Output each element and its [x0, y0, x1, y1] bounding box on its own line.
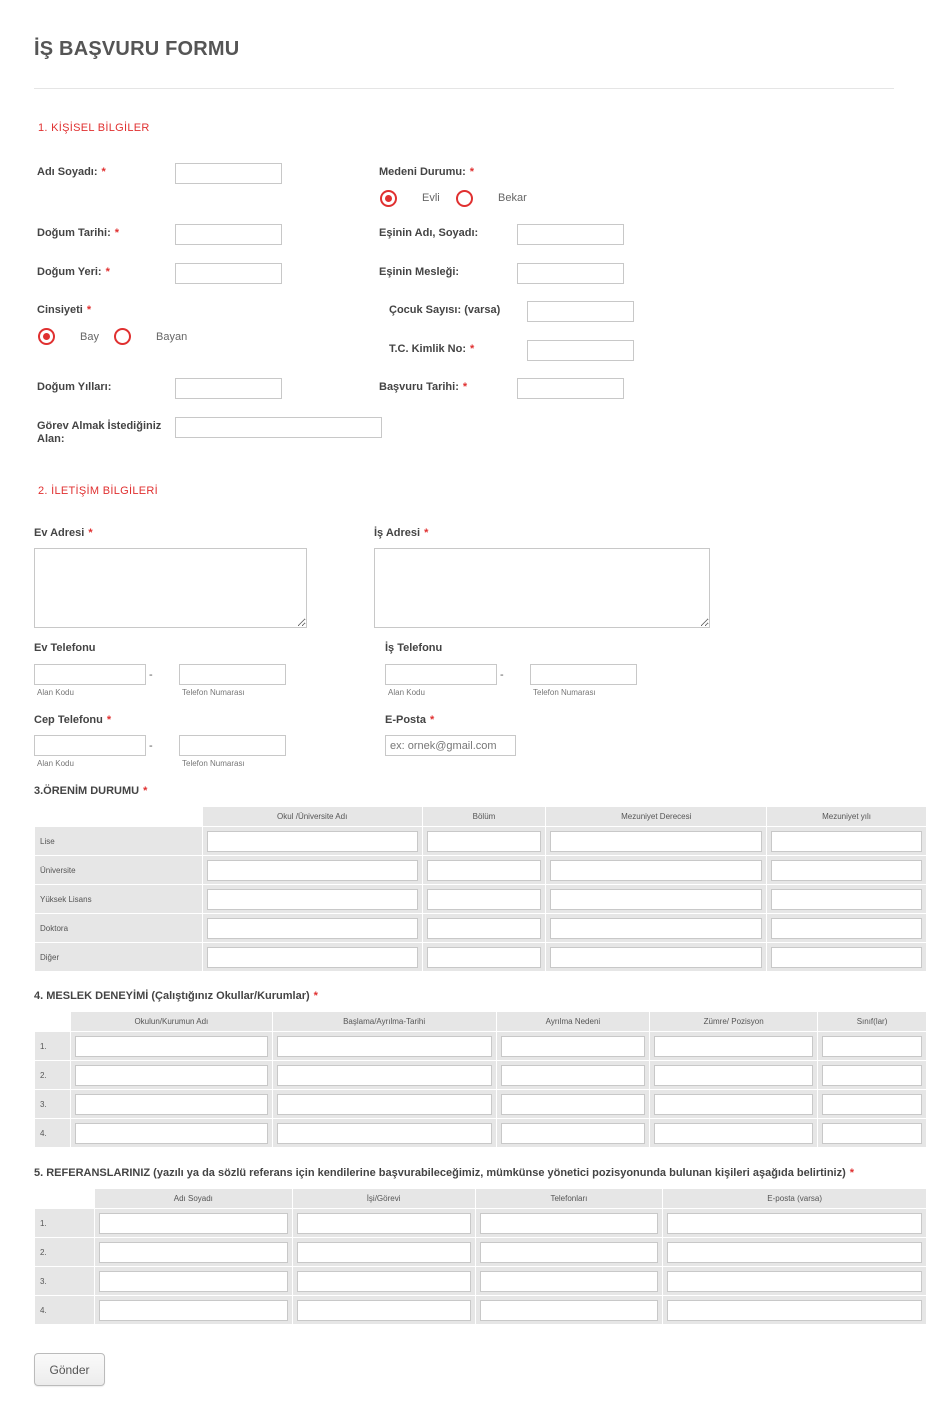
table-row [35, 1061, 927, 1090]
mobile-phone-dash: - [149, 740, 153, 752]
table-row [35, 885, 927, 914]
references-cell-input[interactable] [99, 1300, 288, 1321]
education-cell-input[interactable] [550, 918, 762, 939]
experience-corner [35, 1012, 71, 1032]
experience-cell-input[interactable] [822, 1036, 922, 1057]
references-table [34, 1188, 927, 1325]
education-cell-input[interactable] [771, 831, 922, 852]
education-cell-input[interactable] [771, 947, 922, 968]
birth-date-input[interactable] [175, 224, 282, 245]
gender-bay-label: Bay [80, 331, 99, 343]
references-col-email: E-posta (varsa) [663, 1189, 927, 1209]
experience-col-position: Zümre/ Pozisyon [650, 1012, 818, 1032]
experience-cell-input[interactable] [501, 1036, 646, 1057]
references-cell-input[interactable] [667, 1300, 922, 1321]
radio-selected-dot [43, 333, 50, 340]
references-cell-input[interactable] [480, 1300, 659, 1321]
mobile-phone-area-input[interactable] [34, 735, 146, 756]
experience-row-label: 4. [35, 1119, 71, 1148]
education-row-label: Üniversite [35, 856, 203, 885]
education-cell-input[interactable] [771, 860, 922, 881]
education-row-label: Diğer [35, 943, 203, 972]
home-phone-number-sublabel: Telefon Numarası [182, 688, 245, 697]
name-label: Adı Soyadı: * [37, 166, 106, 178]
application-date-label: Başvuru Tarihi: * [379, 381, 468, 393]
section-personal-title: 1. KİŞİSEL BİLGİLER [38, 122, 150, 134]
birth-years-label: Doğum Yılları: [37, 381, 112, 393]
education-cell-input[interactable] [427, 860, 542, 881]
section-contact-title: 2. İLETİŞİM BİLGİLERİ [38, 485, 159, 497]
table-row [35, 1090, 927, 1119]
work-address-textarea[interactable] [374, 548, 710, 628]
education-title: 3.ÖRENİM DURUMU * [34, 785, 148, 797]
education-cell-input[interactable] [771, 889, 922, 910]
references-cell-input[interactable] [667, 1242, 922, 1263]
references-cell-input[interactable] [667, 1271, 922, 1292]
mobile-phone-label: Cep Telefonu * [34, 714, 112, 726]
experience-cell-input[interactable] [654, 1094, 813, 1115]
education-row-label: Yüksek Lisans [35, 885, 203, 914]
experience-col-dates: Başlama/Ayrılma-Tarihi [272, 1012, 496, 1032]
references-cell-input[interactable] [99, 1271, 288, 1292]
experience-cell-input[interactable] [654, 1123, 813, 1144]
experience-cell-input[interactable] [822, 1094, 922, 1115]
home-address-textarea[interactable] [34, 548, 307, 628]
experience-cell-input[interactable] [277, 1036, 492, 1057]
education-cell-input[interactable] [207, 889, 418, 910]
experience-cell-input[interactable] [654, 1065, 813, 1086]
home-phone-dash: - [149, 669, 153, 681]
education-cell-input[interactable] [427, 831, 542, 852]
references-cell-input[interactable] [297, 1300, 471, 1321]
marital-bekar-label: Bekar [498, 192, 527, 204]
work-phone-number-sublabel: Telefon Numarası [533, 688, 596, 697]
radio-selected-dot [385, 195, 392, 202]
table-row [35, 1296, 927, 1325]
title-divider [34, 88, 894, 89]
experience-row-label: 3. [35, 1090, 71, 1119]
references-cell-input[interactable] [480, 1271, 659, 1292]
references-col-job: İşi/Görevi [292, 1189, 475, 1209]
mobile-phone-number-sublabel: Telefon Numarası [182, 759, 245, 768]
experience-col-classes: Sınıf(lar) [818, 1012, 927, 1032]
education-col-degree: Mezuniyet Derecesi [546, 807, 767, 827]
references-cell-input[interactable] [480, 1213, 659, 1234]
experience-col-reason: Ayrılma Nedeni [496, 1012, 650, 1032]
position-label: Görev Almak İstediğiniz Alan: [37, 420, 162, 445]
table-row [35, 827, 927, 856]
home-phone-area-input[interactable] [34, 664, 146, 685]
education-cell-input[interactable] [207, 918, 418, 939]
references-row-label: 1. [35, 1209, 95, 1238]
position-input[interactable] [175, 417, 382, 438]
spouse-job-label: Eşinin Mesleği: [379, 266, 460, 278]
references-corner [35, 1189, 95, 1209]
experience-cell-input[interactable] [75, 1123, 268, 1144]
birth-years-input[interactable] [175, 378, 282, 399]
experience-row-label: 2. [35, 1061, 71, 1090]
experience-cell-input[interactable] [75, 1094, 268, 1115]
education-col-year: Mezuniyet yılı [767, 807, 927, 827]
marital-bekar-radio[interactable] [456, 190, 473, 207]
children-input[interactable] [527, 301, 634, 322]
gender-bayan-radio[interactable] [114, 328, 131, 345]
education-cell-input[interactable] [550, 947, 762, 968]
references-col-phones: Telefonları [475, 1189, 663, 1209]
birth-place-input[interactable] [175, 263, 282, 284]
spouse-name-label: Eşinin Adı, Soyadı: [379, 227, 479, 239]
references-row-label: 2. [35, 1238, 95, 1267]
experience-cell-input[interactable] [277, 1123, 492, 1144]
work-phone-area-sublabel: Alan Kodu [388, 688, 425, 697]
marital-label: Medeni Durumu: * [379, 166, 475, 178]
table-row [35, 1267, 927, 1296]
experience-cell-input[interactable] [501, 1123, 646, 1144]
education-cell-input[interactable] [550, 860, 762, 881]
email-input[interactable] [385, 735, 516, 756]
mobile-phone-area-sublabel: Alan Kodu [37, 759, 74, 768]
tc-label: T.C. Kimlik No: * [389, 343, 475, 355]
home-address-label: Ev Adresi * [34, 527, 93, 539]
work-address-label: İş Adresi * [374, 527, 429, 539]
birth-place-label: Doğum Yeri: * [37, 266, 110, 278]
children-label: Çocuk Sayısı: (varsa) [389, 304, 501, 316]
marital-evli-label: Evli [422, 192, 440, 204]
education-cell-input[interactable] [427, 918, 542, 939]
application-date-input[interactable] [517, 378, 624, 399]
education-cell-input[interactable] [207, 860, 418, 881]
experience-cell-input[interactable] [75, 1036, 268, 1057]
experience-cell-input[interactable] [501, 1094, 646, 1115]
marital-evli-radio[interactable] [380, 190, 397, 207]
experience-cell-input[interactable] [277, 1065, 492, 1086]
experience-table [34, 1011, 927, 1148]
spouse-name-input[interactable] [517, 224, 624, 245]
work-phone-label: İş Telefonu [385, 642, 443, 654]
home-phone-number-input[interactable] [179, 664, 286, 685]
table-row [35, 1209, 927, 1238]
references-cell-input[interactable] [99, 1242, 288, 1263]
references-cell-input[interactable] [297, 1213, 471, 1234]
form-title: İŞ BAŞVURU FORMU [34, 38, 240, 60]
mobile-phone-number-input[interactable] [179, 735, 286, 756]
education-col-school: Okul /Üniversite Adı [202, 807, 422, 827]
education-row-label: Doktora [35, 914, 203, 943]
experience-cell-input[interactable] [822, 1065, 922, 1086]
table-row [35, 914, 927, 943]
name-input[interactable] [175, 163, 282, 184]
education-cell-input[interactable] [550, 831, 762, 852]
experience-row-label: 1. [35, 1032, 71, 1061]
home-phone-area-sublabel: Alan Kodu [37, 688, 74, 697]
experience-cell-input[interactable] [277, 1094, 492, 1115]
references-title: 5. REFERANSLARINIZ (yazılı ya da sözlü referans için kendilerine başvurabileceğimiz, mümkünse yönetici pozisyonunda bulunan kişileri aşağıda belirtiniz) * [34, 1167, 855, 1179]
home-phone-label: Ev Telefonu [34, 642, 96, 654]
birth-date-label: Doğum Tarihi: * [37, 227, 120, 239]
table-row [35, 1119, 927, 1148]
work-phone-dash: - [500, 669, 504, 681]
education-cell-input[interactable] [427, 947, 542, 968]
education-cell-input[interactable] [771, 918, 922, 939]
references-cell-input[interactable] [99, 1213, 288, 1234]
work-phone-area-input[interactable] [385, 664, 497, 685]
references-row-label: 4. [35, 1296, 95, 1325]
experience-title: 4. MESLEK DENEYİMİ (Çalıştığınız Okullar/Kurumlar) * [34, 990, 318, 1002]
experience-cell-input[interactable] [501, 1065, 646, 1086]
education-table [34, 806, 927, 972]
email-label: E-Posta * [385, 714, 435, 726]
submit-button[interactable]: Gönder [34, 1353, 105, 1386]
gender-bayan-label: Bayan [156, 331, 188, 343]
table-row [35, 943, 927, 972]
gender-label: Cinsiyeti * [37, 304, 92, 316]
table-row [35, 856, 927, 885]
gender-bay-radio[interactable] [38, 328, 55, 345]
education-cell-input[interactable] [207, 947, 418, 968]
references-cell-input[interactable] [297, 1271, 471, 1292]
tc-input[interactable] [527, 340, 634, 361]
work-phone-number-input[interactable] [530, 664, 637, 685]
education-row-label: Lise [35, 827, 203, 856]
references-col-name: Adı Soyadı [94, 1189, 292, 1209]
experience-cell-input[interactable] [654, 1036, 813, 1057]
references-cell-input[interactable] [297, 1242, 471, 1263]
education-corner [35, 807, 203, 827]
education-cell-input[interactable] [550, 889, 762, 910]
experience-cell-input[interactable] [822, 1123, 922, 1144]
education-cell-input[interactable] [427, 889, 542, 910]
education-cell-input[interactable] [207, 831, 418, 852]
table-row [35, 1032, 927, 1061]
references-cell-input[interactable] [480, 1242, 659, 1263]
references-row-label: 3. [35, 1267, 95, 1296]
education-col-department: Bölüm [422, 807, 546, 827]
references-cell-input[interactable] [667, 1213, 922, 1234]
spouse-job-input[interactable] [517, 263, 624, 284]
table-row [35, 1238, 927, 1267]
experience-col-institution: Okulun/Kurumun Adı [70, 1012, 272, 1032]
experience-cell-input[interactable] [75, 1065, 268, 1086]
